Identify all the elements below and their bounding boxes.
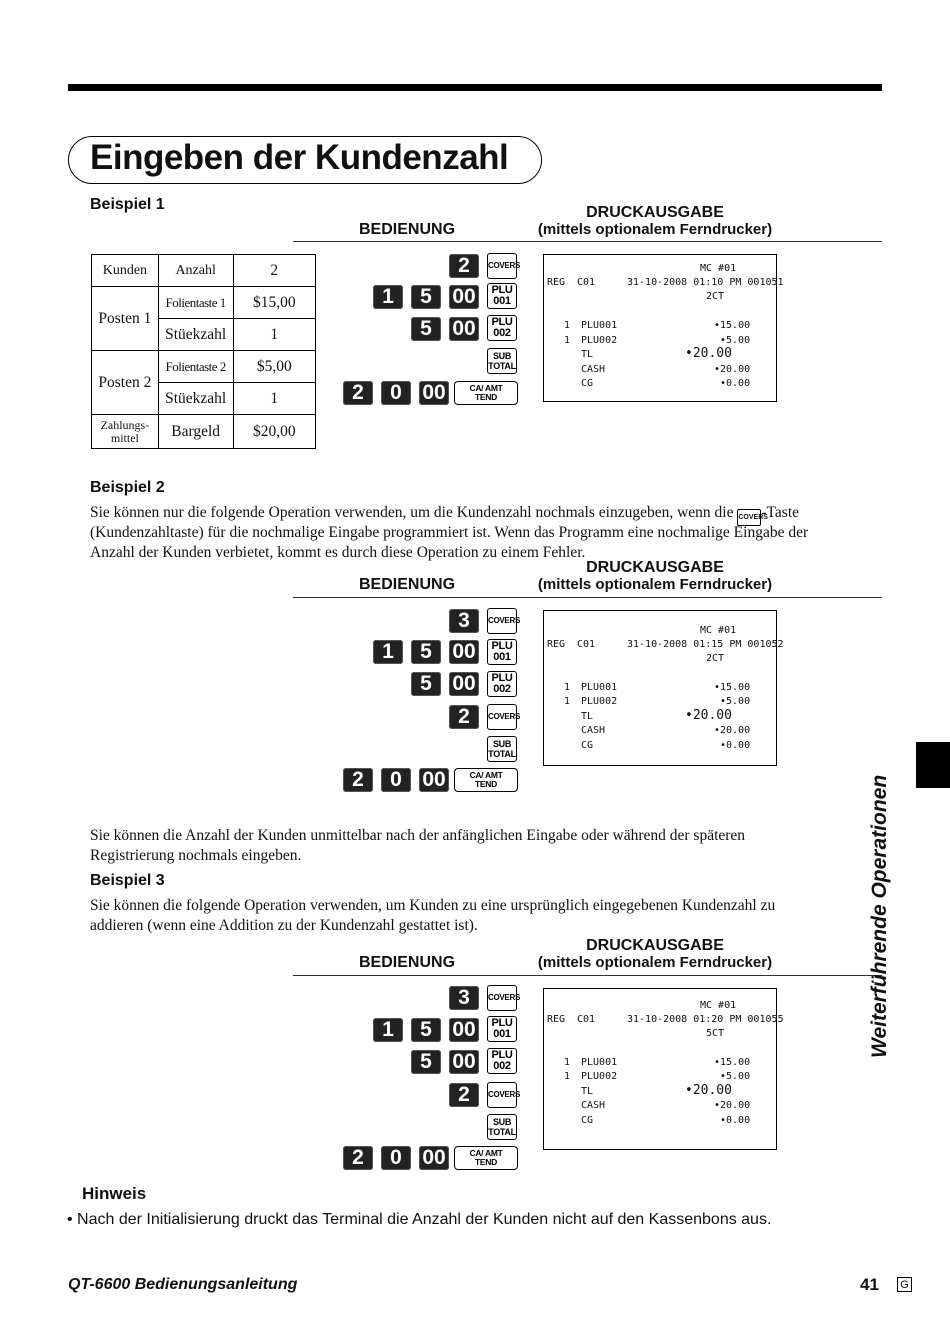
key-00[interactable]: 00 [419,381,449,405]
plu-001-key[interactable]: PLU 001 [487,283,517,309]
key-5[interactable]: 5 [411,1018,441,1042]
key-3[interactable]: 3 [449,986,479,1010]
header-rule [293,597,882,598]
posten-2: Posten 2 [92,351,159,415]
folientaste-1: Folientaste 1 [158,287,233,319]
receipt-example-3: MC #01 REG C01 31-10-2008 01:20 PM 001055 5CT 1 PLU001 •15.00 1 PLU002 •5.00 TL •20.00 CASH •20.00 CG •0.00 [543,988,777,1150]
example-2-note-line-2: Registrierung nochmals eingeben. [90,847,302,864]
bedienung-header: BEDIENUNG [359,954,456,971]
example-1-heading: Beispiel 1 [90,196,165,213]
key-2[interactable]: 2 [449,1083,479,1107]
key-00[interactable]: 00 [419,768,449,792]
key-00[interactable]: 00 [449,1050,479,1074]
key-5[interactable]: 5 [411,1050,441,1074]
key-0[interactable]: 0 [381,1146,411,1170]
key-1[interactable]: 1 [373,285,403,309]
page-number: 41 [860,1275,879,1294]
price-2: $5,00 [233,351,315,383]
receipt-example-1: MC #01 REG C01 31-10-2008 01:10 PM 001051 2CT 1 PLU001 •15.00 1 PLU002 •5.00 TL •20.00 CASH •20.00 CG •0.00 [543,254,777,402]
plu-001-key[interactable]: PLU 001 [487,639,517,665]
key-2[interactable]: 2 [449,705,479,729]
key-5[interactable]: 5 [411,317,441,341]
subtotal-key[interactable]: SUB TOTAL [487,736,517,762]
ca-amt-tend-key[interactable]: CA/ AMT TEND [454,1146,518,1170]
bargeld: Bargeld [158,415,233,449]
key-2[interactable]: 2 [343,1146,373,1170]
key-0[interactable]: 0 [381,381,411,405]
ca-amt-tend-key[interactable]: CA/ AMT TEND [454,768,518,792]
receipt-example-2: MC #01 REG C01 31-10-2008 01:15 PM 001052 2CT 1 PLU001 •15.00 1 PLU002 •5.00 TL •20.00 CASH •20.00 CG •0.00 [543,610,777,766]
key-00[interactable]: 00 [449,317,479,341]
bedienung-header: BEDIENUNG [359,221,456,238]
posten-1: Posten 1 [92,287,159,351]
ca-amt-tend-key[interactable]: CA/ AMT TEND [454,381,518,405]
subtotal-key[interactable]: SUB TOTAL [487,1114,517,1140]
qty-2: 1 [233,383,315,415]
example-3-text-line-2: addieren (wenn eine Addition zu der Kundenzahl gestattet ist). [90,917,478,934]
example-2-heading: Beispiel 2 [90,479,165,496]
druckausgabe-subheader: (mittels optionalem Ferndrucker) [537,954,773,971]
top-rule [68,84,882,91]
folientaste-2: Folientaste 2 [158,351,233,383]
example-2-text-line-1: Sie können nur die folgende Operation verwenden, um die Kundenzahl nochmals einzugeben, wenn die COVERS-Taste [90,503,890,526]
example-2-text-line-2: (Kundenzahltaste) für die nochmalige Eingabe programmiert ist. Wenn das Programm eine nochmalige Eingabe der [90,524,809,541]
stueckzahl-1: Stüekzahl [158,319,233,351]
example-3-heading: Beispiel 3 [90,872,165,889]
header-rule [293,241,882,242]
plu-002-key[interactable]: PLU 002 [487,1048,517,1074]
key-00[interactable]: 00 [449,285,479,309]
key-0[interactable]: 0 [381,768,411,792]
col-anzahl: Anzahl [158,255,233,287]
covers-key[interactable]: COVERS [487,253,517,279]
key-00[interactable]: 00 [449,640,479,664]
hinweis-bullet: • Nach der Initialisierung druckt das Terminal die Anzahl der Kunden nicht auf den Kassenbons aus. [67,1211,772,1228]
col-kunden: Kunden [92,255,159,287]
plu-001-key[interactable]: PLU 001 [487,1016,517,1042]
zahlungsmittel: Zahlungs- mittel [92,415,159,449]
covers-key-inline: COVERS [737,509,761,526]
payment-amount: $20,00 [233,415,315,449]
subtotal-key[interactable]: SUB TOTAL [487,348,517,374]
druckausgabe-header: DRUCKAUSGABE [586,559,724,576]
covers-key[interactable]: COVERS [487,704,517,730]
section-tab-marker [916,742,950,788]
price-1: $15,00 [233,287,315,319]
covers-key[interactable]: COVERS [487,608,517,634]
covers-key[interactable]: COVERS [487,1082,517,1108]
key-3[interactable]: 3 [449,609,479,633]
example-2-note-line-1: Sie können die Anzahl der Kunden unmittelbar nach der anfänglichen Eingabe oder während der späteren [90,827,746,844]
example-2-text-line-3: Anzahl der Kunden verbietet, kommt es durch diese Operation zu einem Fehler. [90,544,586,561]
page-title: Eingeben der Kundenzahl [90,138,509,177]
druckausgabe-header: DRUCKAUSGABE [586,204,724,221]
plu-002-key[interactable]: PLU 002 [487,671,517,697]
kunden-value: 2 [233,255,315,287]
side-section-label: Weiterführende Operationen [868,774,891,1058]
key-5[interactable]: 5 [411,285,441,309]
druckausgabe-header: DRUCKAUSGABE [586,937,724,954]
key-1[interactable]: 1 [373,640,403,664]
key-2[interactable]: 2 [343,768,373,792]
druckausgabe-subheader: (mittels optionalem Ferndrucker) [537,221,773,238]
key-1[interactable]: 1 [373,1018,403,1042]
example-3-text-line-1: Sie können die folgende Operation verwenden, um Kunden zu eine ursprünglich eingegebenen Kundenzahl zu [90,897,776,914]
key-2[interactable]: 2 [449,254,479,278]
hinweis-heading: Hinweis [82,1184,147,1203]
key-2[interactable]: 2 [343,381,373,405]
key-00[interactable]: 00 [419,1146,449,1170]
key-00[interactable]: 00 [449,1018,479,1042]
qty-1: 1 [233,319,315,351]
plu-002-key[interactable]: PLU 002 [487,315,517,341]
covers-key[interactable]: COVERS [487,985,517,1011]
stueckzahl-2: Stüekzahl [158,383,233,415]
key-5[interactable]: 5 [411,672,441,696]
druckausgabe-subheader: (mittels optionalem Ferndrucker) [537,576,773,593]
footer-manual-title: QT-6600 Bedienungsanleitung [68,1276,298,1293]
header-rule [293,975,882,976]
key-5[interactable]: 5 [411,640,441,664]
key-00[interactable]: 00 [449,672,479,696]
language-badge: G [897,1277,912,1292]
customer-table [91,254,316,449]
bedienung-header: BEDIENUNG [359,576,456,593]
